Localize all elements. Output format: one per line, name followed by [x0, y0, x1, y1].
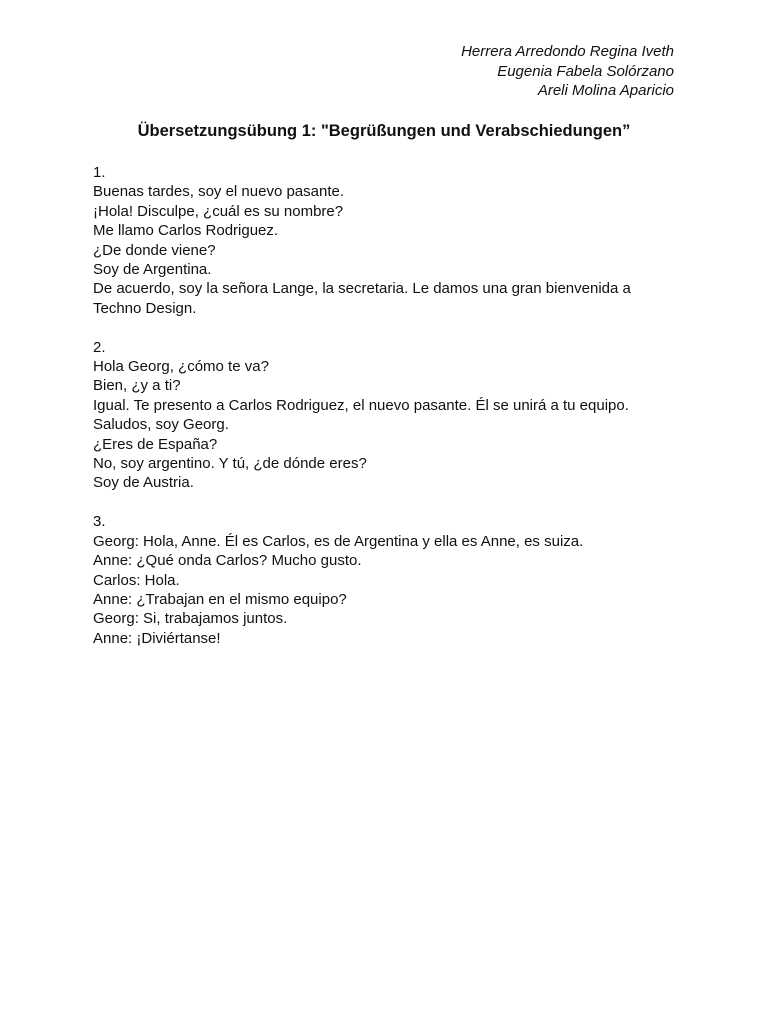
- dialogue-line: Bien, ¿y a ti?: [93, 377, 181, 395]
- dialogue-line: No, soy argentino. Y tú, ¿de dónde eres?: [93, 455, 367, 473]
- dialogue-line: Georg: Hola, Anne. Él es Carlos, es de Argentina y ella es Anne, es suiza.: [93, 532, 584, 550]
- exercise-section-2: [93, 338, 683, 493]
- dialogue-line: ¡Hola! Disculpe, ¿cuál es su nombre?: [93, 202, 344, 220]
- dialogue-line: Me llamo Carlos Rodriguez.: [93, 222, 279, 240]
- dialogue-line: Soy de Argentina.: [93, 261, 212, 279]
- dialogue-line: ¿De donde viene?: [93, 241, 216, 259]
- dialogue-line: Saludos, soy Georg.: [93, 416, 229, 434]
- dialogue-line: De acuerdo, soy la señora Lange, la secretaria. Le damos una gran bienvenida a: [93, 280, 631, 298]
- dialogue-line: Soy de Austria.: [93, 474, 194, 492]
- exercise-section-1: [93, 163, 683, 318]
- author-block: [461, 42, 674, 101]
- dialogue-line: Anne: ¡Diviértanse!: [93, 629, 221, 647]
- dialogue-line: Carlos: Hola.: [93, 571, 180, 589]
- dialogue-line: Hola Georg, ¿cómo te va?: [93, 358, 269, 376]
- dialogue-line: Anne: ¿Qué onda Carlos? Mucho gusto.: [93, 552, 362, 570]
- document-title: Übersetzungsübung 1: "Begrüßungen und Verabschiedungen”: [137, 122, 631, 140]
- section-number: 2.: [93, 338, 106, 356]
- section-number: 3.: [93, 513, 106, 531]
- author-name: Areli Molina Aparicio: [537, 82, 674, 99]
- document-body: [93, 163, 683, 668]
- author-name: Herrera Arredondo Regina Iveth: [461, 43, 674, 60]
- author-name: Eugenia Fabela Solórzano: [497, 62, 674, 80]
- section-number: 1.: [93, 164, 106, 181]
- dialogue-line: ¿Eres de España?: [93, 435, 218, 453]
- dialogue-line: Buenas tardes, soy el nuevo pasante.: [93, 183, 345, 201]
- dialogue-line: Techno Design.: [93, 299, 197, 317]
- exercise-section-3: [93, 512, 683, 648]
- dialogue-line: Georg: Si, trabajamos juntos.: [93, 610, 288, 628]
- dialogue-line: Igual. Te presento a Carlos Rodriguez, el nuevo pasante. Él se unirá a tu equipo.: [93, 396, 629, 414]
- dialogue-line: Anne: ¿Trabajan en el mismo equipo?: [93, 590, 347, 608]
